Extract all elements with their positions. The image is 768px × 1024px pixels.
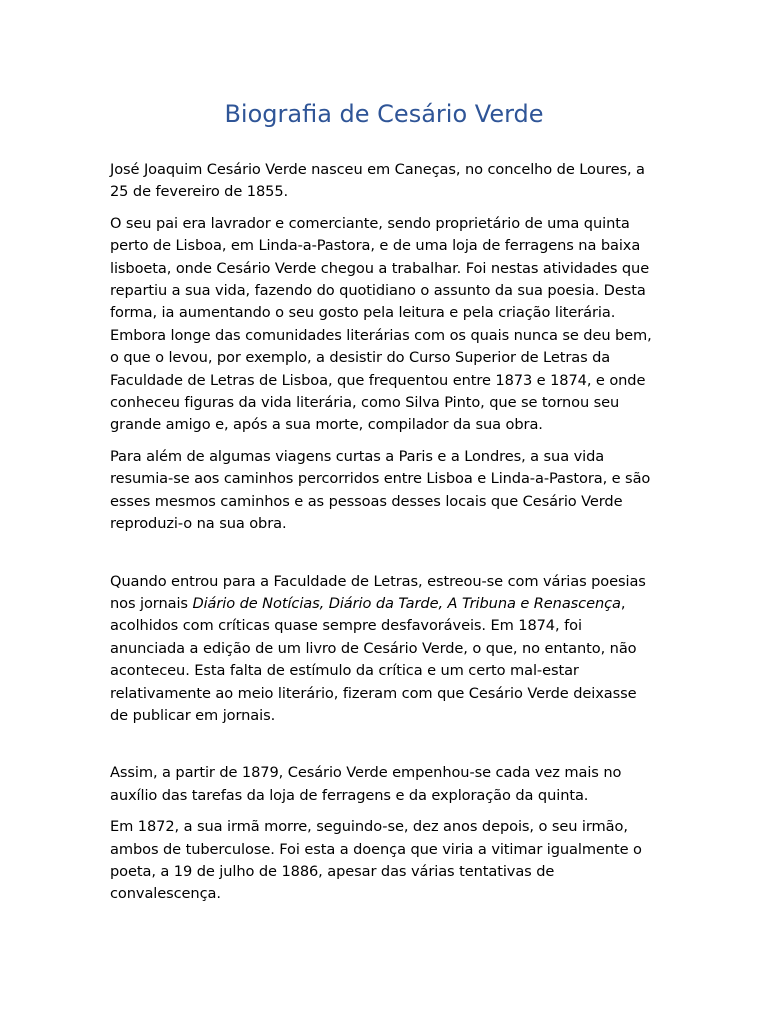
document-title: Biografia de Cesário Verde [224, 100, 544, 128]
paragraph-newspapers-after: , acolhidos com críticas quase sempre desfavoráveis. Em 1874, foi anunciada a edição de um livro de Cesário Verde, o que, no entanto, não aconteceu. Esta falta de estímulo da crítica e um certo mal-estar relativamente ao meio literário, fizeram com que Cesário Verde deixasse de publicar em jornais. [110, 594, 637, 724]
paragraph-travels: Para além de algumas viagens curtas a Paris e a Londres, a sua vida resumia-se aos caminhos percorridos entre Lisboa e Linda-a-Pastora, e são esses mesmos caminhos e as pessoas desses locais que Cesário Verde reproduzi-o na sua obra. [110, 447, 651, 533]
paragraph-family: O seu pai era lavrador e comerciante, sendo proprietário de uma quinta perto de Lisboa, em Linda-a-Pastora, e de uma loja de ferragens na baixa lisboeta, onde Cesário Verde chegou a trabalhar. Foi nestas atividades que repartiu a sua vida, fazendo do quotidiano o assunto da sua poesia. Desta forma, ia aumentando o seu gosto pela leitura e pela criação literária. Embora longe das comunidades literárias com os quais nunca se deu bem, o que o levou, por exemplo, a desistir do Curso Superior de Letras da Faculdade de Letras de Lisboa, que frequentou entre 1873 e 1874, e onde conheceu figuras da vida literária, como Silva Pinto, que se tornou seu grande amigo e, após a sua morte, compilador da sua obra. [110, 214, 652, 434]
paragraph-newspapers-before: Quando entrou para a Faculdade de Letras, estreou-se com várias poesias nos jornais [110, 572, 646, 612]
paragraph-work: Assim, a partir de 1879, Cesário Verde empenhou-se cada vez mais no auxílio das tarefas da loja de ferragens e da exploração da quinta. [110, 764, 622, 804]
newspaper-titles: Diário de Notícias, Diário da Tarde, A Tribuna e Renascença [192, 594, 621, 612]
paragraph-death: Em 1872, a sua irmã morre, seguindo-se, dez anos depois, o seu irmão, ambos de tuberculose. Foi esta a doença que viria a vitimar igualmente o poeta, a 19 de julho de 1886, apesar das várias tentativas de convalescença. [110, 818, 642, 903]
document-body [110, 159, 658, 915]
paragraph-birth: José Joaquim Cesário Verde nasceu em Caneças, no concelho de Loures, a 25 de fevereiro de 1855. [110, 161, 645, 201]
paragraph-newspapers [110, 571, 658, 728]
